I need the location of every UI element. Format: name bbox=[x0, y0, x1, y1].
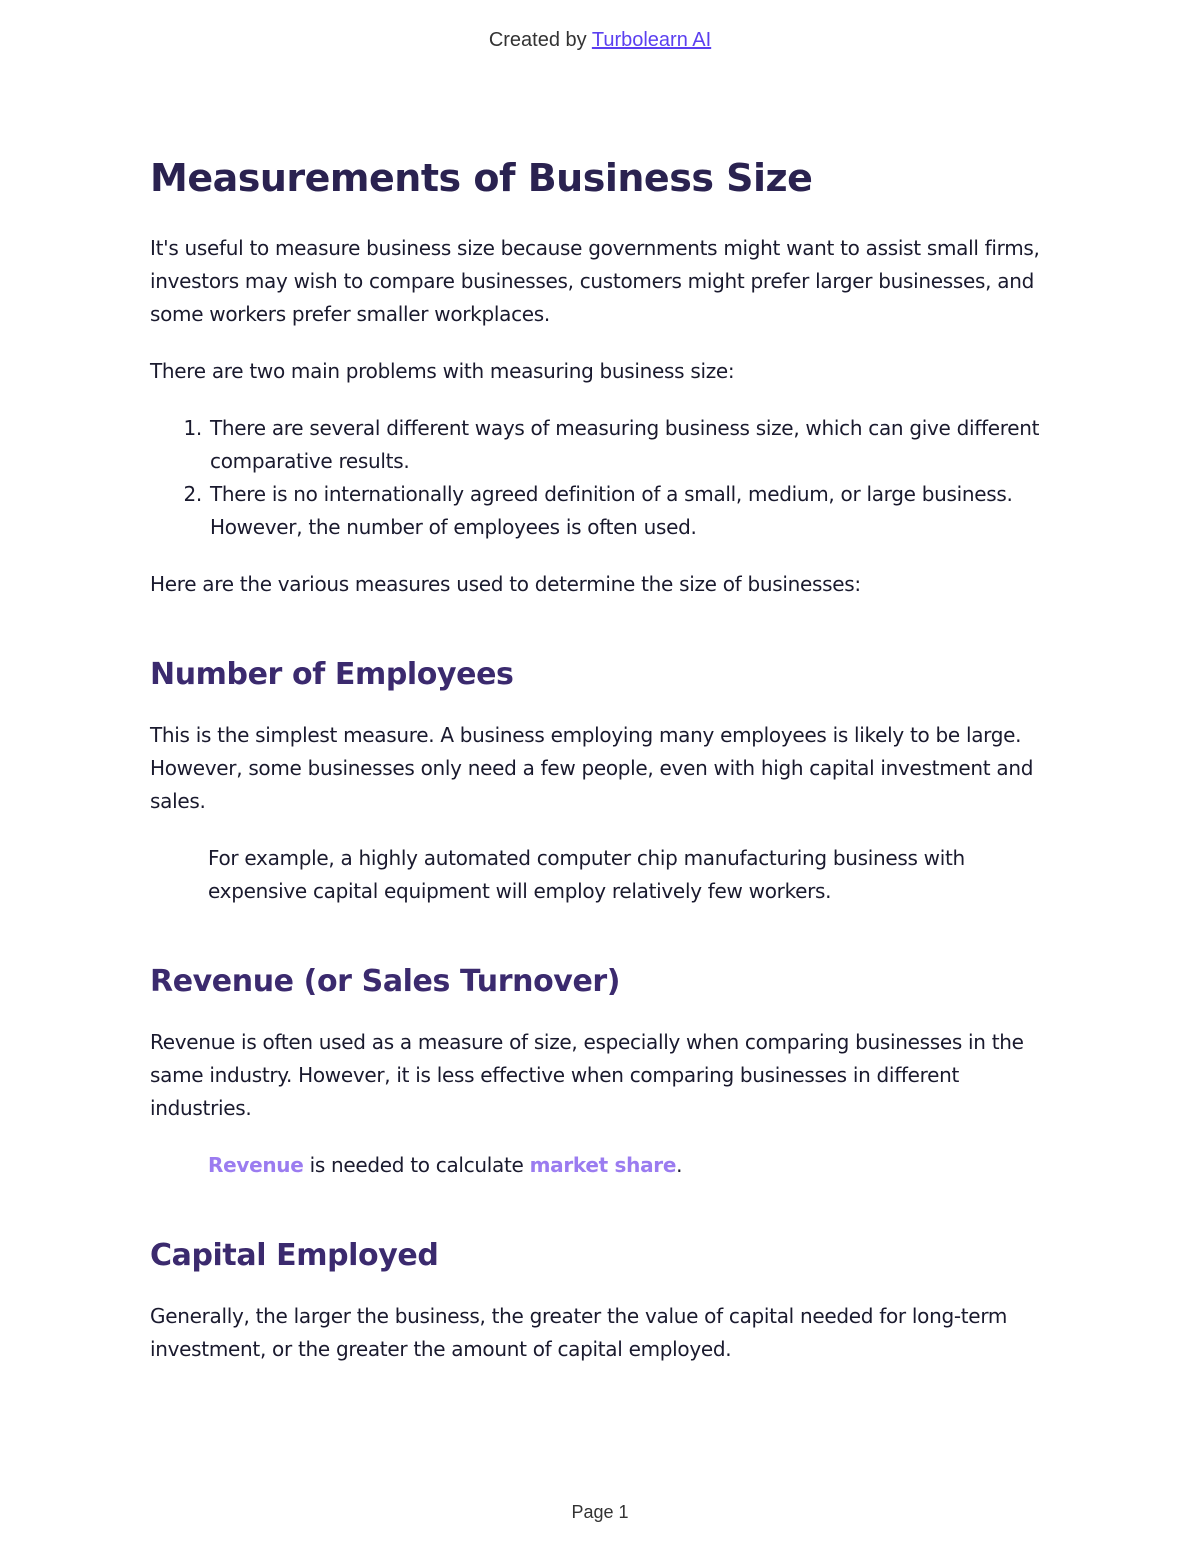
capital-paragraph: Generally, the larger the business, the greater the value of capital needed for long-term investment, or the greater the amount of capital employed. bbox=[150, 1304, 1008, 1361]
revenue-paragraph: Revenue is often used as a measure of size, especially when comparing businesses in the same industry. However, it is less effective when comparing businesses in different industries. bbox=[150, 1030, 1024, 1120]
revenue-note bbox=[150, 1149, 1050, 1182]
header-prefix: Created by bbox=[488, 29, 587, 51]
section-heading-revenue: Revenue (or Sales Turnover) bbox=[150, 964, 621, 999]
problems-list bbox=[150, 412, 1050, 544]
page-header bbox=[0, 29, 1200, 52]
revenue-note-middle: is needed to calculate bbox=[303, 1153, 530, 1177]
page-number: Page 1 bbox=[571, 1502, 629, 1522]
turbolearn-link[interactable]: Turbolearn AI bbox=[591, 29, 712, 51]
section-heading-capital: Capital Employed bbox=[150, 1238, 439, 1273]
page-footer bbox=[0, 1502, 1200, 1523]
revenue-term: Revenue bbox=[208, 1153, 304, 1177]
measures-intro: Here are the various measures used to determine the size of businesses: bbox=[150, 572, 861, 596]
market-share-term: market share bbox=[529, 1153, 677, 1177]
document-body bbox=[150, 152, 1050, 1390]
intro-paragraph: It's useful to measure business size because governments might want to assist small firms, investors may wish to compare businesses, customers might prefer larger businesses, and some workers prefer smaller workplaces. bbox=[150, 236, 1040, 326]
list-item: 1. There are several different ways of measuring business size, which can give different comparative results. bbox=[208, 412, 1050, 478]
document-title: Measurements of Business Size bbox=[150, 156, 813, 200]
list-item: 2. There is no internationally agreed definition of a small, medium, or large business. However, the number of employees is often used. bbox=[208, 478, 1050, 544]
section-heading-employees: Number of Employees bbox=[150, 657, 514, 692]
employees-paragraph: This is the simplest measure. A business employing many employees is likely to be large. However, some businesses only need a few people, even with high capital investment and sales. bbox=[150, 723, 1034, 813]
revenue-note-end: . bbox=[676, 1153, 683, 1177]
employees-example: For example, a highly automated computer chip manufacturing business with expensive capital equipment will employ relatively few workers. bbox=[208, 846, 965, 903]
problems-intro: There are two main problems with measuring business size: bbox=[150, 359, 735, 383]
